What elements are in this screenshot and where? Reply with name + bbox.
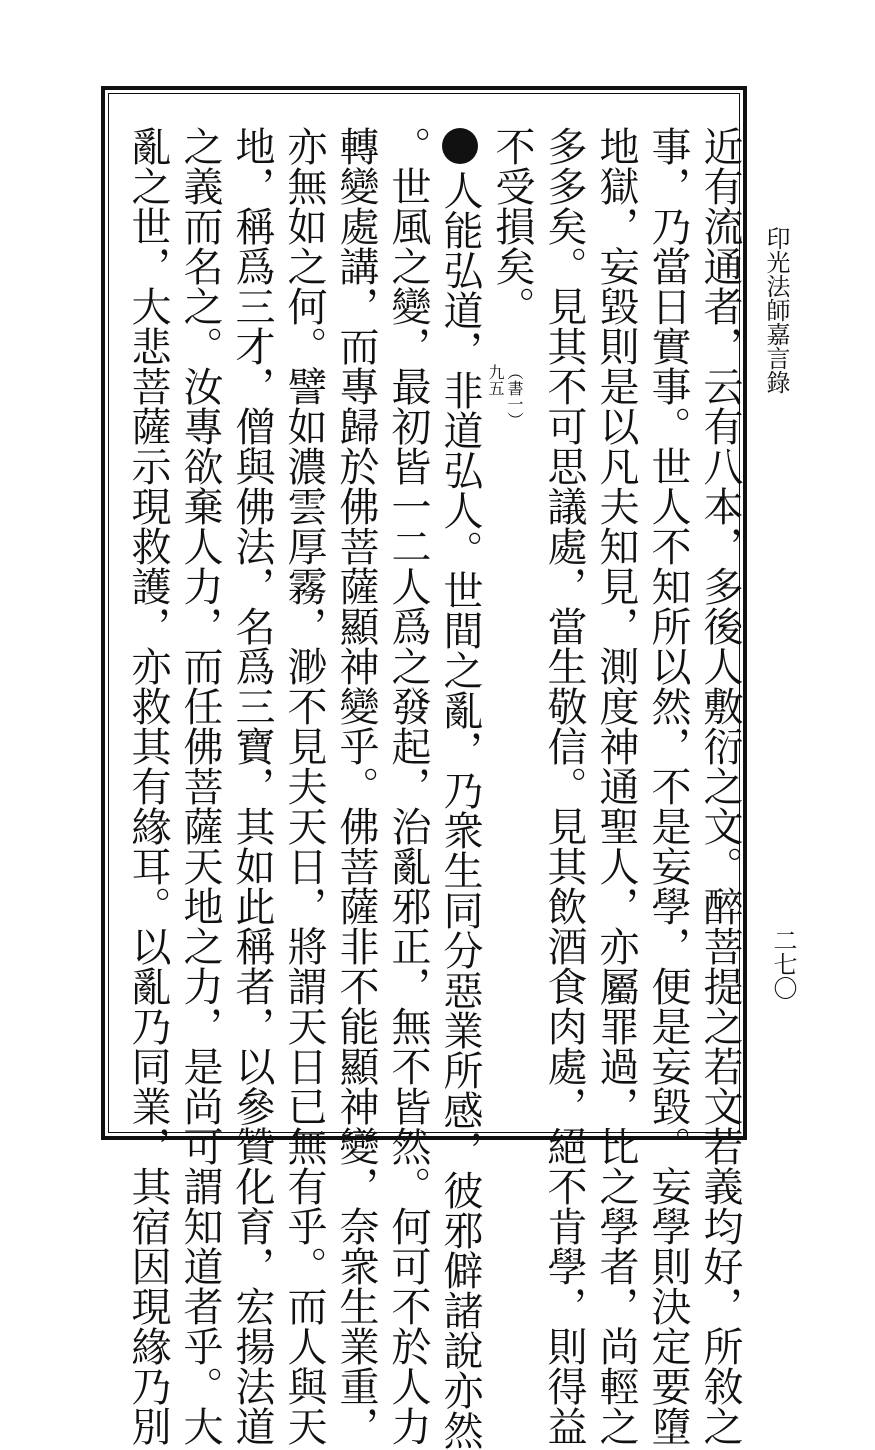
text-column-10: 地，稱爲三才，僧與佛法，名爲三寶，其如此稱者，以參贊化育，宏揚法道 [229, 126, 275, 1446]
text-column-6: 人能弘道，非道弘人。世間之亂，乃衆生同分惡業所感，彼邪僻諸說亦然 [437, 126, 483, 1450]
text-column-5: 不受損矣。 [489, 126, 535, 326]
text-column-3: 地獄，妄毀則是以凡夫知見，測度神通聖人，亦屬罪過，比之學者，尚輕之 [593, 126, 639, 1446]
text-column-1: 近有流通者，云有八本，多後人敷衍之文。醉菩提之若文若義均好，所敘之 [697, 126, 743, 1446]
text-column-9: 亦無如之何。譬如濃雲厚霧，渺不見夫天日，將謂天日已無有乎。而人與天 [281, 126, 327, 1446]
text-column-4: 多多矣。見其不可思議處，當生敬信。見其飲酒食肉處，絕不肯學，則得益 [541, 126, 587, 1446]
book-title: 印光法師嘉言錄 [762, 226, 790, 394]
page-number: 二七〇 [769, 928, 797, 1000]
citation-source: （書一） [505, 364, 524, 428]
text-column-12: 亂之世，大悲菩薩示現救護，亦救其有緣耳。以亂乃同業，其宿因現緣乃別 [125, 126, 171, 1446]
text-column-11: 之義而名之。汝專欲棄人力，而任佛菩薩天地之力，是尚可謂知道者乎。大 [177, 126, 223, 1446]
text-column-2: 事，乃當日實事。世人不知所以然，不是妄學，便是妄毀。妄學則決定要墮 [645, 126, 691, 1446]
citation-number: 九五 [486, 364, 505, 396]
text-column-8: 轉變處講，而專歸於佛菩薩顯神變乎。佛菩薩非不能顯神變，奈衆生業重， [333, 126, 379, 1446]
paragraph-bullet-icon [442, 128, 478, 164]
text-column-7: 。世風之變，最初皆一二人爲之發起，治亂邪正，無不皆然。何可不於人力 [385, 126, 431, 1446]
